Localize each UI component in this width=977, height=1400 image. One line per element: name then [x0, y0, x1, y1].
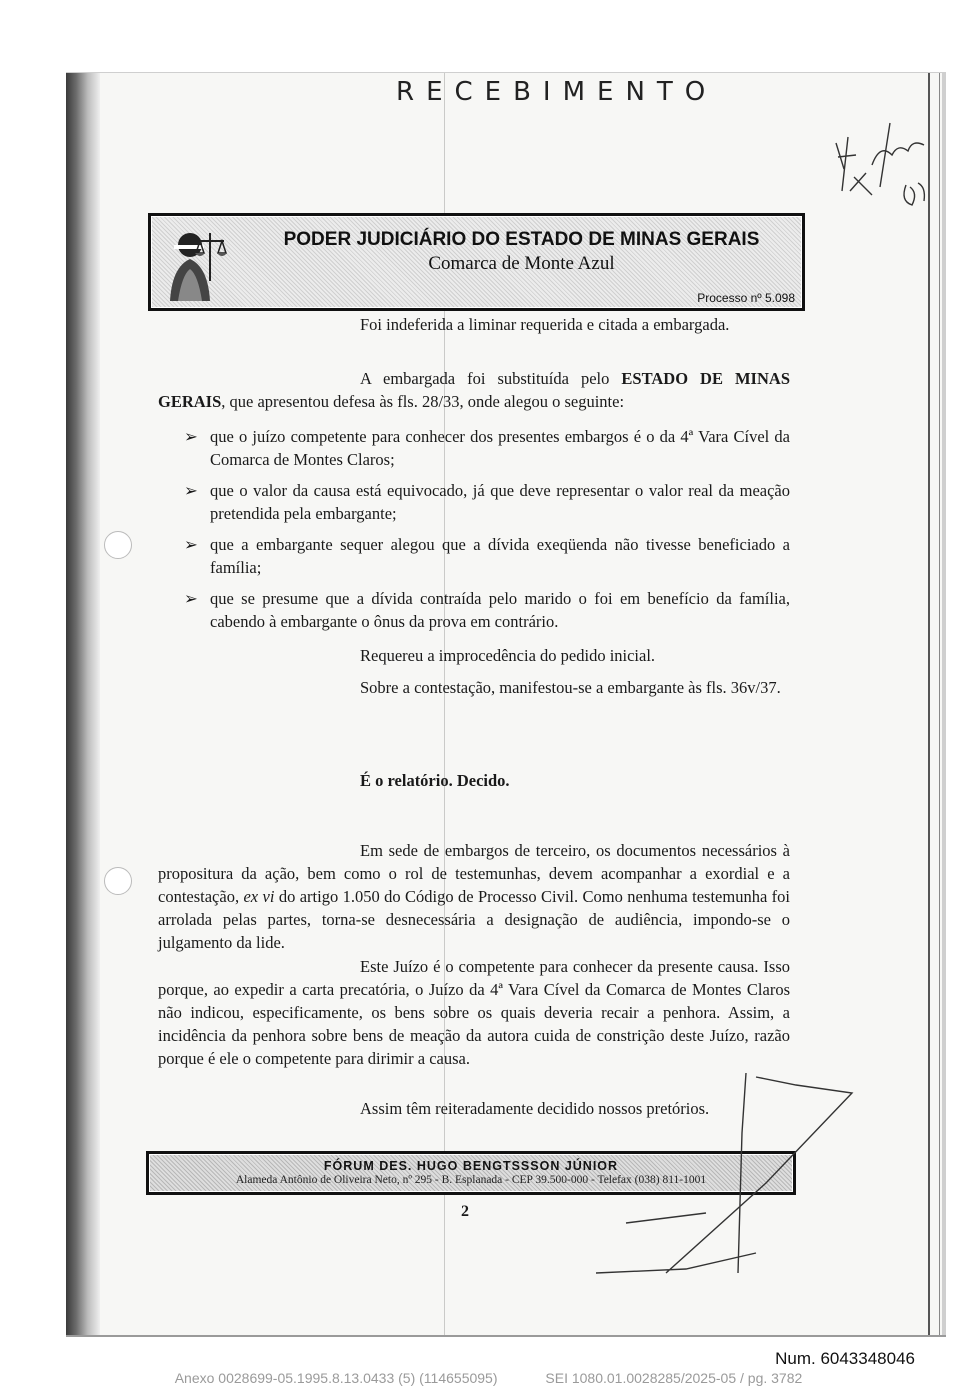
forum-footer [146, 1151, 796, 1195]
process-number: Processo nº 5.098 [697, 291, 795, 305]
bullet-item: ➢ que se presume que a dívida contraída pelo marido o foi em benefício da família, cabendo à embargante o ônus da prova em contrário. [184, 589, 790, 631]
footer-address: Alameda Antônio de Oliveira Neto, nº 295 - B. Esplanada - CEP 39.500-000 - Telefax (038) 811-1001 [235, 1174, 707, 1186]
section-heading: É o relatório. Decido. [360, 771, 510, 790]
paragraph-requereu: Requereu a improcedência do pedido inicial. [360, 646, 656, 665]
arrow-bullet-icon: ➢ [184, 589, 198, 608]
scanned-page [66, 72, 946, 1337]
folio-note-17 [850, 173, 872, 195]
paragraph-liminar: Foi indeferida a liminar requerida e citada a embargada. [360, 315, 730, 334]
header-title: PODER JUDICIÁRIO DO ESTADO DE MINAS GERAIS [283, 229, 760, 250]
sei-reference: SEI 1080.01.0028285/2025-05 / pg. 3782 [545, 1370, 803, 1386]
arrow-bullet-icon: ➢ [184, 535, 198, 554]
punch-hole [104, 867, 132, 895]
court-header [148, 213, 805, 311]
folio-strike [880, 123, 890, 187]
document-number: Num. 6043348046 [775, 1349, 915, 1368]
header-subtitle: Comarca de Monte Azul [428, 253, 615, 274]
folio-note-16 [836, 137, 856, 191]
folio-note-60 [904, 183, 924, 205]
bullet-item: ➢ que o juízo competente para conhecer dos presentes embargos é o da 4ª Vara Cível da Comarca de Montes Claros; [184, 427, 790, 469]
arrow-bullet-icon: ➢ [184, 481, 198, 500]
receipt-stamp: RECEBIMENTO [396, 77, 718, 107]
arrow-bullet-icon: ➢ [184, 427, 198, 446]
folio-note-243 [872, 143, 924, 165]
annex-id: Anexo 0028699-05.1995.8.13.0433 (5) (114655095) [174, 1370, 498, 1386]
paragraph-embargos: Em sede de embargos de terceiro, os documentos necessários à propositura da ação, bem como o rol de testemunhas, devem acompanhar a exordial e a contestação, ex vi do artigo 1.050 do Código de Processo Civil. Como nenhuma testemunha foi arrolada pelas partes, torna-se desnecessária a designação de audiência, impondo-se o julgamento da lide. [158, 841, 790, 952]
paragraph-contestacao: Sobre a contestação, manifestou-se a embargante às fls. 36v/37. [360, 678, 781, 697]
bullet-item: ➢ que a embargante sequer alegou que a dívida exeqüenda não tivesse beneficiado a família; [184, 535, 790, 577]
paragraph-pretorios: Assim têm reiteradamente decidido nossos pretórios. [360, 1099, 710, 1118]
page-edge-line [928, 73, 930, 1335]
paragraph-competencia: Este Juízo é o competente para conhecer da presente causa. Isso porque, ao expedir a carta precatória, o Juízo da 4ª Vara Cível da Comarca de Montes Claros não indicou, especificamente, os bens sobre os quais deveria recair a penhora. Assim, a incidência da penhora sobre bens de meação da autora cuida de constrição deste Juízo, razão porque é ele o competente para dirimir a causa. [158, 957, 790, 1068]
bullet-item: ➢ que o valor da causa está equivocado, já que deve representar o valor real da meação pretendida pela embargante; [184, 481, 790, 523]
punch-hole [104, 531, 132, 559]
binding-shadow [66, 73, 100, 1335]
page-edge-line [939, 73, 940, 1335]
footer-title: FÓRUM DES. HUGO BENGTSSSON JÚNIOR [323, 1159, 619, 1173]
paragraph-substituicao: A embargada foi substituída pelo ESTADO DE MINAS GERAIS, que apresentou defesa às fls. 28/33, onde alegou o seguinte: [158, 369, 790, 411]
page-edge-line [942, 73, 946, 1335]
annex-reference [0, 1370, 977, 1386]
page-number: 2 [461, 1203, 469, 1220]
